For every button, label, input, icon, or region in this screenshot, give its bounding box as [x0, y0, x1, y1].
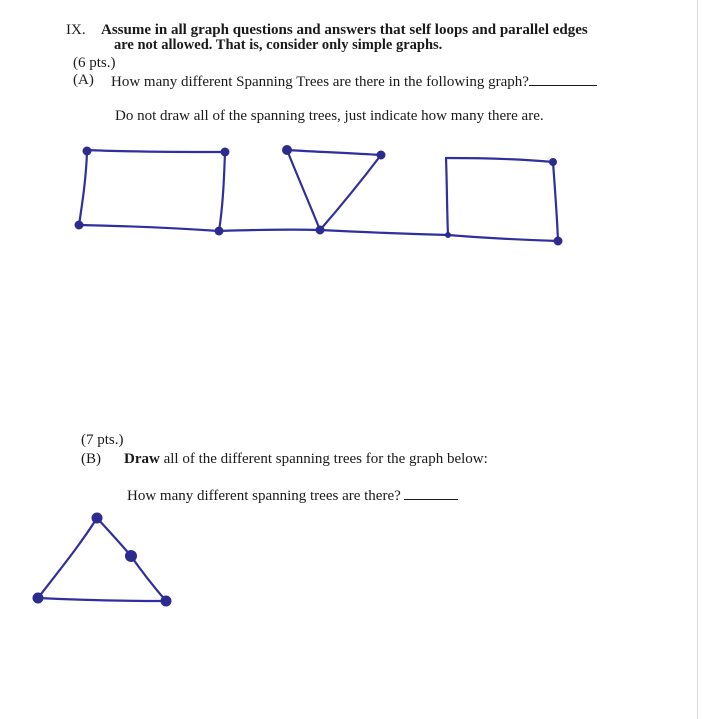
part-a-points: (6 pts.): [73, 55, 116, 71]
part-b-points: (7 pts.): [81, 432, 124, 448]
graph-a-vertex: [83, 147, 91, 155]
graph-a-vertex: [377, 151, 385, 159]
graph-b-vertex: [33, 593, 43, 603]
graph-a-vertex: [221, 148, 229, 156]
graph-b-edge: [38, 598, 166, 601]
graph-a-edge: [287, 150, 381, 155]
part-b-subquestion-text: How many different spanning trees are there?: [127, 488, 401, 504]
graph-a-edge: [219, 152, 225, 231]
graph-b: [33, 513, 171, 606]
graph-b-edge: [97, 518, 131, 556]
graph-b-vertex: [92, 513, 102, 523]
graph-a-vertex: [215, 227, 223, 235]
part-b-question-rest: all of the different spanning trees for the graph below:: [163, 451, 488, 467]
graph-a-edge: [320, 230, 448, 235]
graph-a-edge: [287, 150, 320, 230]
graph-a-vertex: [283, 146, 292, 155]
graph-a-edge: [553, 162, 558, 241]
graph-a-vertex: [75, 221, 83, 229]
graph-b-vertex: [161, 596, 171, 606]
graph-a-edge: [87, 150, 225, 152]
graph-a-edge: [219, 230, 320, 231]
graph-b-edge: [38, 518, 97, 598]
part-b-label: (B): [81, 451, 101, 467]
graph-a-vertex: [550, 159, 557, 166]
part-b-question-bold: Draw: [124, 451, 160, 467]
graph-a-edge: [446, 158, 448, 235]
part-a-label: (A): [73, 72, 94, 88]
graph-a-vertex: [554, 237, 562, 245]
graph-a-edge: [79, 152, 87, 225]
graph-a-vertex: [446, 233, 451, 238]
graph-a-edge: [79, 225, 219, 231]
graph-a-edge: [448, 235, 558, 241]
part-a-question-text: How many different Spanning Trees are there in the following graph?: [111, 74, 529, 90]
instruction-line-2: are not allowed. That is, consider only simple graphs.: [114, 37, 443, 53]
part-a-note: Do not draw all of the spanning trees, just indicate how many there are.: [115, 108, 544, 124]
graph-a: [75, 146, 562, 246]
question-number: IX.: [66, 22, 86, 38]
graph-b-edge: [131, 556, 166, 601]
graph-a-vertex: [316, 226, 324, 234]
graph-a-edge: [320, 155, 381, 230]
graph-a-edge: [446, 158, 553, 162]
graph-b-vertex: [126, 551, 137, 562]
instruction-line-1: Assume in all graph questions and answers that self loops and parallel edges: [101, 22, 588, 38]
